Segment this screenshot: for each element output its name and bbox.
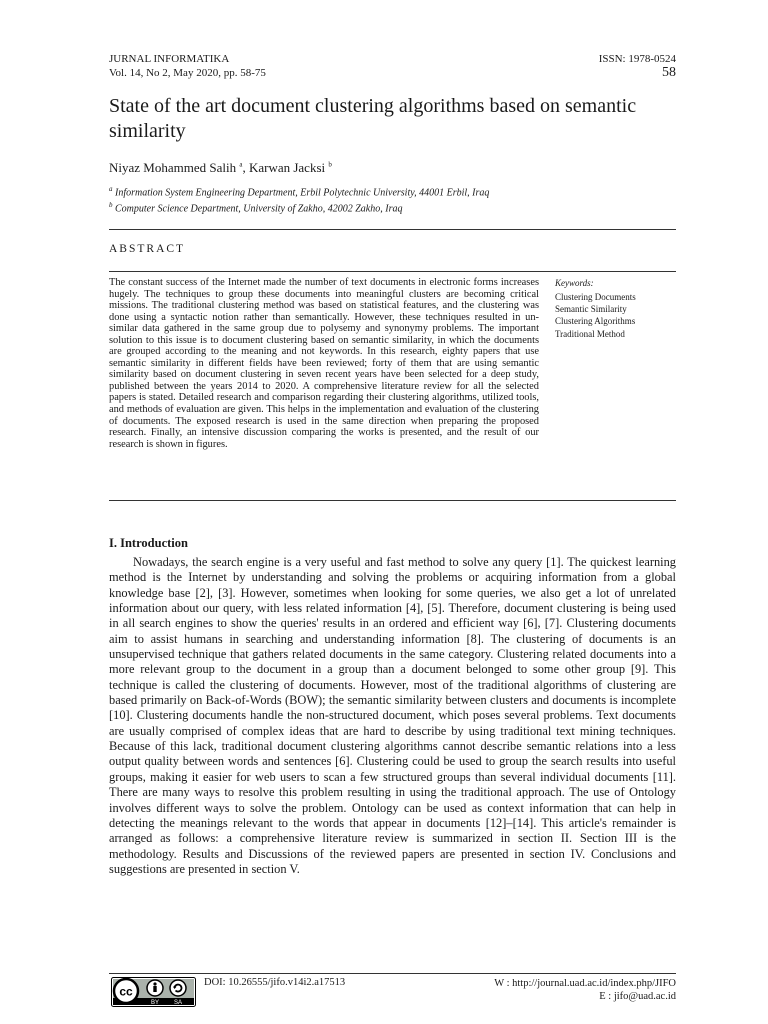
introduction-text: Nowadays, the search engine is a very useful and fast method to solve any query [1]. The quickest learning method is the Internet by understanding and solving the problems or acquiring information from a global knowledge base [2], [3]. However, sometimes when looking for some queries, we also get a lot of unrelated information about our query, with less related information [4], [5]. Therefore, document clustering is being used in all search engines to show the queries' results in an ordered and efficient way [6], [7]. Clustering documents aim to assist humans in searching and understanding information [8]. The clustering of documents is an unsupervised technique that gathers related documents in the same category. Clustering related documents into a more relevant group to the document in a group than a document belonged to some other group [9]. This technique is called the clustering of documents. However, most of the traditional algorithms of clustering are based primarily on Back-of-Words (BOW); the semantic similarity between clusters and documents is incomplete [10]. Clustering documents handle the non-structured document, which poses several problems. Text documents are usually comprised of complex ideas that are hard to describe by using traditional text mining techniques. Because of this lack, traditional document clustering algorithms cannot describe semantic relations into a less output quality between words and sentences [6]. Clustering could be used to group the search results into useful groups, making it easier for web users to scan a few structured groups than several individual documents [11]. There are many ways to resolve this problem resulting in using the traditional approach. The use of Ontology involves different ways to solve the problem. Ontology can be used as context information that can help in detecting the meanings relevant to the words that appear in documents [12]–[14]. This article's remainder is arranged as follows: a comprehensive literature review is summarized in section II. Section III is the methodology. Results and Discussions of the reviewed papers are presented in section IV. Conclusions and suggestions are presented in section V. bbox=[109, 555, 676, 876]
author-list bbox=[109, 160, 332, 176]
affiliation: $^a$ Information System Engineering Department, Erbil Polytechnic University, 44001 Erbil, Iraq bbox=[109, 185, 490, 199]
author: Karwan Jacksi $^b$ bbox=[248, 160, 332, 175]
keywords-label: Keywords: bbox=[555, 278, 594, 288]
affiliation: $^b$ Computer Science Department, University of Zakho, 42002 Zakho, Iraq bbox=[109, 201, 403, 215]
abstract-text: The constant success of the Internet made the number of text documents in electronic forms increases hugely. The techniques to group these documents into meaningful clusters are becoming critical missions. The traditional clustering method was based on statistical features, and the clustering was done using a syntactic notion rather than semantically. However, these techniques resulted in un-similar data gathered in the same group due to polysemy and synonymy problems. The important solution to this issue is to document clustering based on semantic similarity, in which the documents are grouped according to the meaning and not keywords. In this research, eighty papers that use semantic similarity in different fields have been reviewed; forty of them that are using semantic similarity based on document clustering in seven recent years have been selected for a deep study, published between the years 2014 to 2020. A comprehensive literature review for all the selected papers is stated. Detailed research and comparison regarding their clustering algorithms, utilized tools, and methods of evaluation are given. This helps in the implementation and evaluation of the clustering of documents. The exposed research is used in the same direction when preparing the proposed research. Finally, an intensive discussion comparing the works is presented, and the result of our research is shown in figures. bbox=[109, 277, 539, 450]
email-link[interactable]: E : jifo@uad.ac.id bbox=[599, 991, 676, 1002]
section-heading: I. Introduction bbox=[109, 536, 188, 550]
issn: ISSN: 1978-0524 bbox=[598, 53, 676, 65]
paper-title: State of the art document clustering algorithms based on semantic similarity bbox=[109, 95, 637, 142]
keyword: Clustering Documents bbox=[555, 292, 636, 302]
divider bbox=[109, 271, 676, 272]
footer-divider bbox=[109, 973, 676, 974]
keyword: Semantic Similarity bbox=[555, 304, 627, 315]
website-link[interactable]: W : http://journal.uad.ac.id/index.php/JIFO bbox=[494, 978, 676, 989]
author: Niyaz Mohammed Salih $^a$, bbox=[109, 160, 249, 175]
divider bbox=[109, 500, 676, 501]
journal-volume: Vol. 14, No 2, May 2020, pp. 58-75 bbox=[109, 67, 266, 79]
page-number: 58 bbox=[662, 65, 676, 80]
keyword: Traditional Method bbox=[555, 328, 625, 339]
cc-by-sa-icon bbox=[111, 977, 196, 1007]
cc-license-badge[interactable] bbox=[111, 977, 196, 1007]
license-by-label: BY bbox=[150, 1000, 160, 1006]
affiliations bbox=[109, 183, 489, 216]
keyword: Clustering Algorithms bbox=[555, 316, 636, 327]
doi-link[interactable]: DOI: 10.26555/jifo.v14i2.a17513 bbox=[204, 977, 346, 988]
footer-contact bbox=[494, 977, 676, 1003]
keywords-list bbox=[555, 291, 636, 340]
divider bbox=[109, 229, 676, 230]
license-sa-label: SA bbox=[173, 1000, 183, 1006]
journal-name: JURNAL INFORMATIKA bbox=[109, 53, 230, 65]
abstract-heading: ABSTRACT bbox=[109, 243, 186, 255]
svg-text:cc: cc bbox=[119, 984, 133, 999]
